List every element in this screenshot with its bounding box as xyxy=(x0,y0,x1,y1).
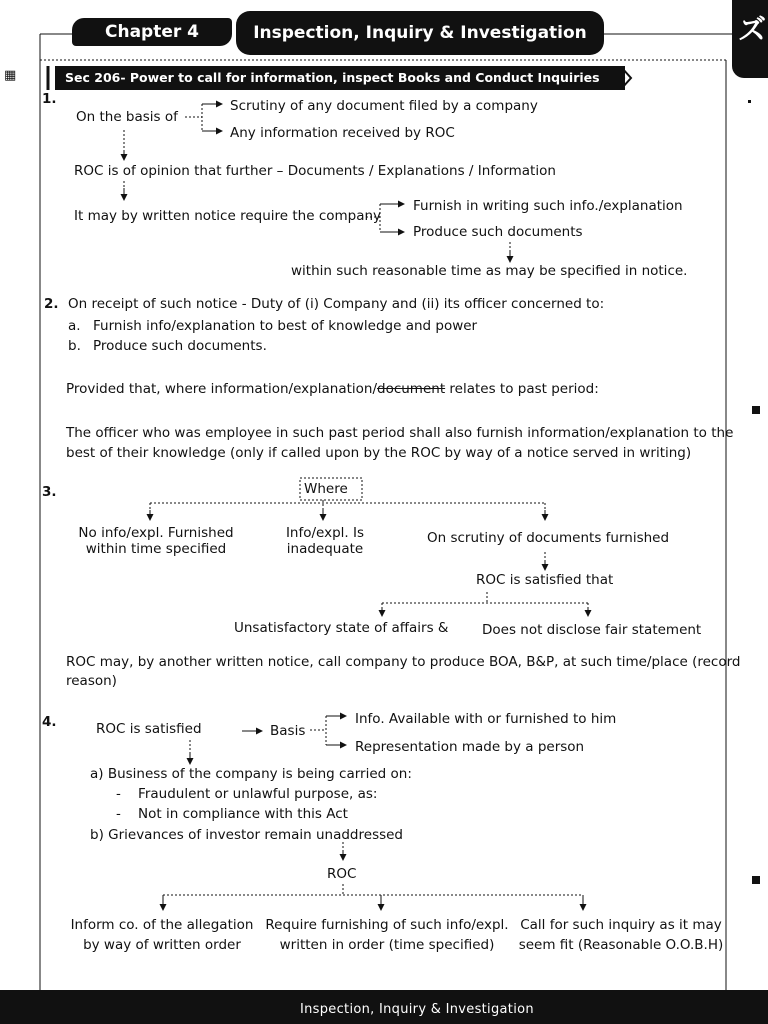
roc-satisfied-that: ROC is satisfied that xyxy=(476,572,614,588)
notice-option-2: Produce such documents xyxy=(413,224,583,240)
duty-a-marker: a. xyxy=(68,318,81,334)
duty-intro: On receipt of such notice - Duty of (i) Company and (ii) its officer concerned to: xyxy=(68,296,605,312)
sec3-result-line-1: ROC may, by another written notice, call company to produce BOA, B&P, at such time/place (record xyxy=(66,654,741,670)
officer-line-1: The officer who was employee in such past period shall also furnish information/explanation to the xyxy=(66,425,734,441)
outcome-2-line-1: Require furnishing of such info/expl. xyxy=(265,917,509,933)
page-footer xyxy=(0,990,768,1024)
basis-option-1: Scrutiny of any document filed by a company xyxy=(230,98,538,114)
corner-glyph: ズ xyxy=(738,13,767,46)
case-1 xyxy=(72,525,240,557)
basis-option-2: Any information received by ROC xyxy=(230,125,455,141)
basis-label: On the basis of xyxy=(76,109,178,125)
item-number-2: 2. xyxy=(44,296,59,312)
proviso-post: relates to past period: xyxy=(445,381,599,397)
section-heading: Sec 206- Power to call for information, inspect Books and Conduct Inquiries xyxy=(55,66,625,90)
proviso xyxy=(66,381,599,397)
duty-a-text: Furnish info/explanation to best of knowledge and power xyxy=(93,318,478,334)
ground-a-dash-2: - Not in compliance with this Act xyxy=(116,806,348,822)
case-3: On scrutiny of documents furnished xyxy=(427,530,670,546)
corner-tab xyxy=(732,0,768,78)
basis-word: Basis xyxy=(270,723,306,739)
outcome-1-line-2: by way of written order xyxy=(83,937,241,953)
ground-a: a) Business of the company is being carried on: xyxy=(90,766,412,782)
roc-opinion: ROC is of opinion that further – Documents / Explanations / Information xyxy=(74,163,556,179)
ground-b: b) Grievances of investor remain unaddressed xyxy=(90,827,404,843)
where-label: Where xyxy=(304,481,348,497)
satisfied-option-2: Does not disclose fair statement xyxy=(482,622,702,638)
roc-is-satisfied: ROC is satisfied xyxy=(96,721,202,737)
item-number-3: 3. xyxy=(42,484,57,500)
satisfied-option-1: Unsatisfactory state of affairs & xyxy=(234,620,449,636)
item-number-4: 4. xyxy=(42,714,57,730)
case-2-line-2: inadequate xyxy=(286,541,364,557)
outcome-3-line-2: seem fit (Reasonable O.O.B.H) xyxy=(518,937,724,953)
officer-line-2: best of their knowledge (only if called upon by the ROC by way of a notice served in writing) xyxy=(66,445,692,461)
roc-node: ROC xyxy=(327,866,357,882)
outcome-1-line-1: Inform co. of the allegation xyxy=(70,917,254,933)
chapter-title: Inspection, Inquiry & Investigation xyxy=(236,11,604,55)
sec4-basis-option-2: Representation made by a person xyxy=(355,739,585,755)
case-2 xyxy=(270,525,380,557)
case-1-line-2: within time specified xyxy=(85,541,227,557)
ground-a-dash-1: - Fraudulent or unlawful purpose, as: xyxy=(116,786,378,802)
outcome-2-line-2: written in order (time specified) xyxy=(279,937,495,953)
outcome-3-line-1: Call for such inquiry as it may xyxy=(520,917,722,933)
notice-option-1: Furnish in writing such info./explanation xyxy=(413,198,683,214)
outcome-1 xyxy=(62,917,262,953)
item-number-1: 1. xyxy=(42,91,57,107)
case-1-line-1: No info/expl. Furnished xyxy=(78,525,234,541)
notice-label: It may by written notice require the company xyxy=(74,208,382,224)
sec4-basis-option-1: Info. Available with or furnished to him xyxy=(355,711,617,727)
case-2-line-1: Info/expl. Is xyxy=(285,525,365,541)
proviso-struck-word: document xyxy=(377,381,446,397)
duty-b-text: Produce such documents. xyxy=(93,338,267,354)
outcome-3 xyxy=(516,917,726,953)
left-margin-icon: ▦ xyxy=(4,68,17,83)
outcome-2 xyxy=(262,917,512,953)
ground-a-dash-2-text: Not in compliance with this Act xyxy=(138,806,348,822)
reasonable-time: within such reasonable time as may be specified in notice. xyxy=(291,263,688,279)
duty-b-marker: b. xyxy=(68,338,81,354)
chapter-label: Chapter 4 xyxy=(72,18,232,46)
sec3-result-line-2: reason) xyxy=(66,673,117,689)
ground-a-dash-1-text: Fraudulent or unlawful purpose, as: xyxy=(138,786,378,802)
proviso-pre: Provided that, where information/explanation/ xyxy=(66,381,377,397)
footer-title: Inspection, Inquiry & Investigation xyxy=(300,1002,534,1017)
